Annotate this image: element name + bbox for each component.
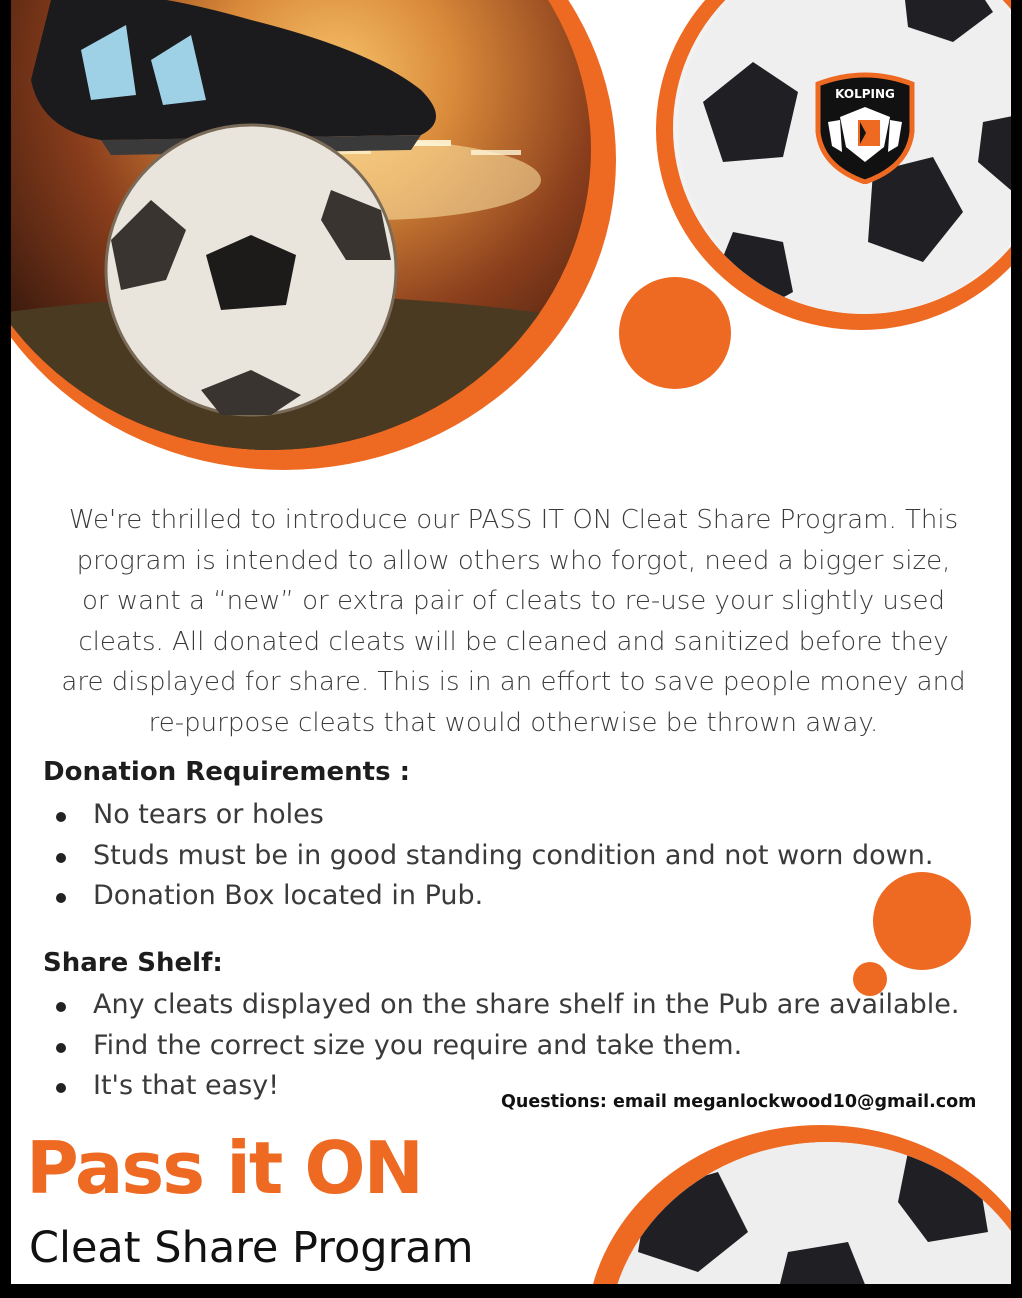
bullet-icon	[56, 812, 66, 822]
list-item-text: It's that easy!	[93, 1070, 280, 1101]
intro-line: are displayed for share. This is in an effort to save people money and	[61, 667, 966, 697]
photo-illustration	[11, 0, 591, 450]
bullet-icon	[56, 1002, 66, 1012]
list-item	[43, 876, 933, 917]
bullet-icon	[56, 1083, 66, 1093]
donation-list	[43, 795, 933, 917]
decorative-dot	[619, 277, 731, 389]
flyer	[11, 0, 1011, 1284]
intro-line: re-purpose cleats that would otherwise be thrown away.	[148, 707, 879, 738]
bullet-icon	[56, 893, 66, 903]
intro-line: or want a “new” or extra pair of cleats to re-use your slightly used	[82, 586, 945, 616]
list-item	[43, 795, 933, 836]
list-item-text: Any cleats displayed on the share shelf in the Pub are available.	[93, 989, 960, 1020]
intro-paragraph	[51, 500, 976, 743]
list-item-text: No tears or holes	[93, 799, 324, 830]
intro-line: cleats. All donated cleats will be cleaned and sanitized before they	[78, 626, 949, 657]
questions-email[interactable]: Questions: email meganlockwood10@gmail.com	[501, 1092, 977, 1112]
list-item	[43, 836, 933, 877]
bullet-icon	[56, 853, 66, 863]
share-heading: Share Shelf:	[43, 948, 223, 978]
kolping-crest-logo	[808, 72, 922, 184]
donation-heading: Donation Requirements :	[43, 757, 410, 787]
list-item-text: Donation Box located in Pub.	[93, 880, 484, 911]
list-item	[43, 1026, 959, 1067]
page-title: Pass it ON	[26, 1126, 422, 1210]
bullet-icon	[56, 1043, 66, 1053]
list-item-text: Studs must be in good standing condition and not worn down.	[93, 839, 934, 871]
list-item-text: Find the correct size you require and take them.	[93, 1029, 743, 1061]
list-item	[43, 985, 959, 1026]
logo-text: KOLPING	[835, 87, 895, 101]
intro-line: We're thrilled to introduce our PASS IT ON Cleat Share Program. This	[68, 505, 959, 535]
intro-line: program is intended to allow others who forgot, need a bigger size,	[76, 545, 951, 576]
cleat-and-ball-photo	[11, 0, 591, 450]
share-list	[43, 985, 959, 1107]
page-subtitle: Cleat Share Program	[29, 1223, 474, 1273]
